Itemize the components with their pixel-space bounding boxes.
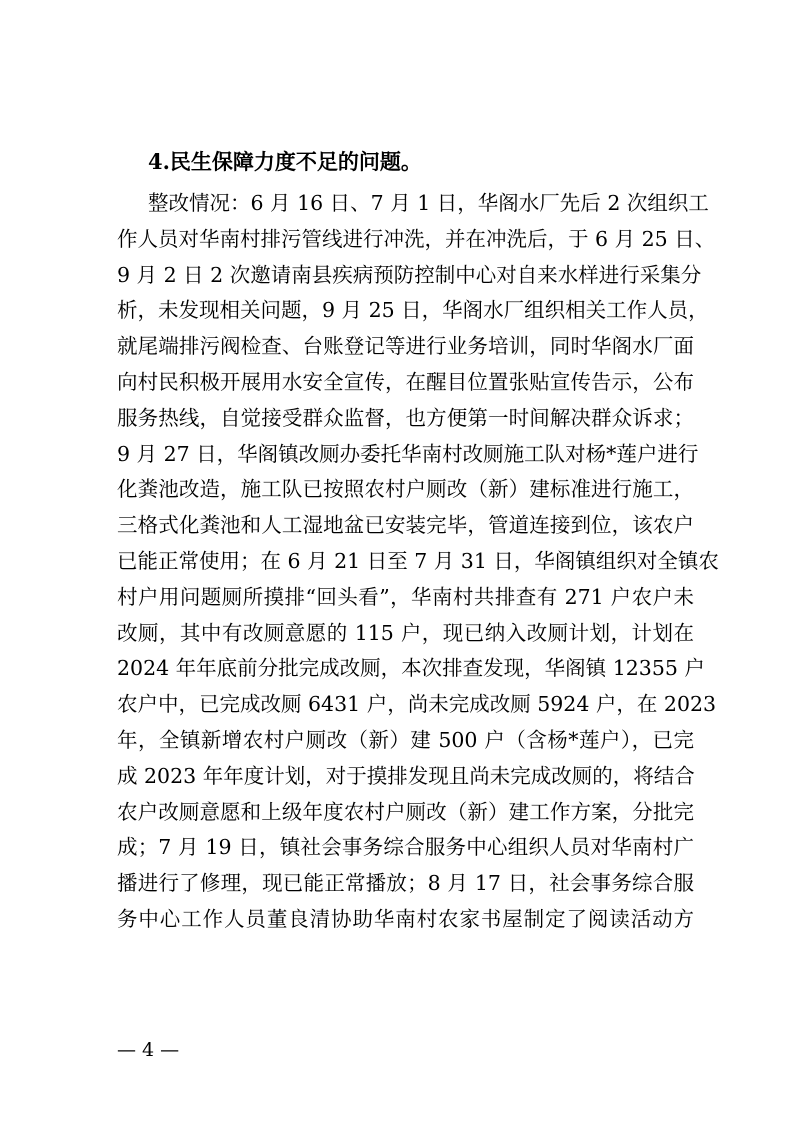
text-line: 农户中，已完成改厕 6431 户，尚未完成改厕 5924 户，在 2023	[117, 692, 717, 717]
text-line: 2024 年年底前分批完成改厕，本次排查发现，华阁镇 12355 户	[117, 656, 705, 681]
text-line: 整改情况：6 月 16 日、7 月 1 日，华阁水厂先后 2 次组织工	[148, 191, 709, 215]
text-line: 务中心工作人员董良清协助华南村农家书屋制定了阅读活动方	[117, 906, 694, 931]
text-line: 9 月 27 日，华阁镇改厕办委托华南村改厕施工队对杨*莲户进行	[117, 441, 699, 466]
text-line: 化粪池改造，施工队已按照农村户厕改（新）建标准进行施工，	[117, 477, 694, 502]
text-line: 农户改厕意愿和上级年度农村户厕改（新）建工作方案，分批完	[117, 799, 694, 824]
text-line: 服务热线，自觉接受群众监督，也方便第一时间解决群众诉求；	[117, 405, 694, 430]
text-line: 三格式化粪池和人工湿地盆已安装完毕，管道连接到位，该农户	[117, 513, 694, 538]
text-line: 就尾端排污阀检查、台账登记等进行业务培训，同时华阁水厂面	[117, 334, 694, 359]
text-line: 年，全镇新增农村户厕改（新）建 500 户（含杨*莲户），已完	[117, 727, 694, 752]
text-line: 成 2023 年年度计划，对于摸排发现且尚未完成改厕的，将结合	[117, 763, 695, 788]
text-line: 成；7 月 19 日，镇社会事务综合服务中心组织人员对华南村广	[117, 835, 694, 860]
page-number: — 4 —	[117, 1039, 180, 1061]
text-line: 已能正常使用；在 6 月 21 日至 7 月 31 日，华阁镇组织对全镇农	[117, 548, 719, 573]
text-line: 向村民积极开展用水安全宣传，在醒目位置张贴宣传告示，公布	[117, 369, 694, 394]
text-line: 播进行了修理，现已能正常播放；8 月 17 日，社会事务综合服	[117, 871, 694, 896]
text-line: 作人员对华南村排污管线进行冲洗，并在冲洗后，于 6 月 25 日、	[117, 226, 716, 251]
text-line: 析，未发现相关问题，9 月 25 日，华阁水厂组织相关工作人员，	[117, 298, 709, 323]
text-line: 9 月 2 日 2 次邀请南县疾病预防控制中心对自来水样进行采集分	[117, 262, 702, 287]
text-line: 改厕，其中有改厕意愿的 115 户，现已纳入改厕计划，计划在	[117, 620, 694, 645]
section-heading: 4.民生保障力度不足的问题。	[148, 149, 422, 174]
text-line: 村户用问题厕所摸排“回头看”，华南村共排查有 271 户农户未	[117, 584, 694, 609]
body-paragraph	[117, 186, 719, 938]
